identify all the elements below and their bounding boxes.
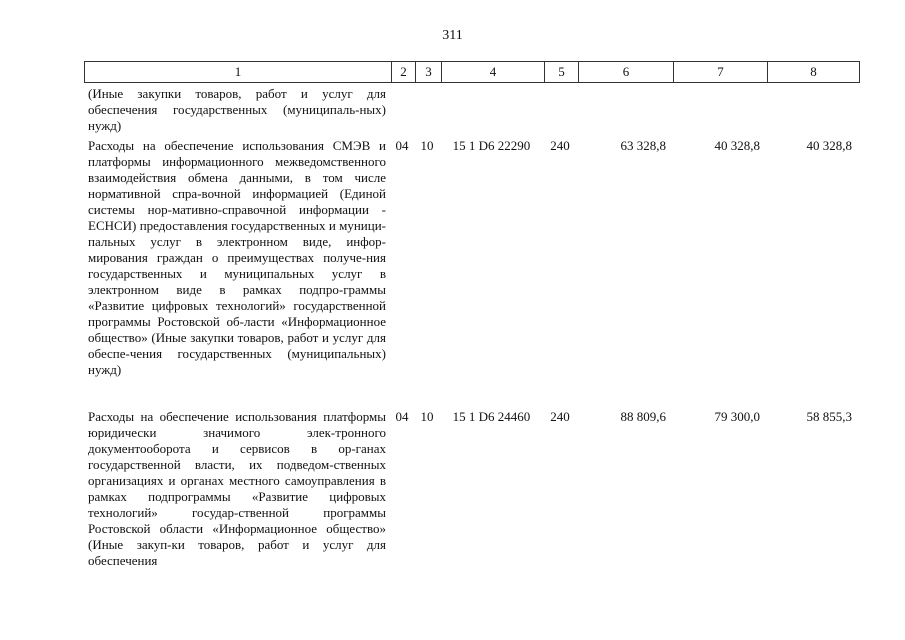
row-amount-2: 79 300,0 xyxy=(714,409,760,424)
header-col-7: 7 xyxy=(673,62,767,82)
row-amount-3: 58 855,3 xyxy=(806,409,852,424)
header-col-2: 2 xyxy=(391,62,415,82)
row-amount-1: 63 328,8 xyxy=(620,138,666,153)
row-subsection: 10 xyxy=(420,138,434,153)
row-target-article: 15 1 D6 24460 xyxy=(452,409,531,424)
header-col-3: 3 xyxy=(415,62,441,82)
row-subsection xyxy=(414,86,440,134)
row-target-article: 15 1 D6 22290 xyxy=(452,138,531,153)
row-subsection: 10 xyxy=(420,409,434,424)
row-section: 04 xyxy=(395,138,409,153)
row-amount-1 xyxy=(577,86,672,134)
row-amount-1: 88 809,6 xyxy=(620,409,666,424)
row-description: Расходы на обеспечение использования платформы юридически значимого элек-тронного документооборота и сервисов в ор-ганах государственной власти, их подведом-ственных организациях и органах местного самоуправления в рамках подпрограммы «Развитие цифровых технологий» государ-ственной программы Ростовской области «Информационное общество» (Иные закуп-ки товаров, работ и услуг для обеспечения xyxy=(88,409,386,568)
table-row xyxy=(84,138,858,378)
table-row xyxy=(84,86,858,134)
table-row xyxy=(84,409,858,569)
header-col-8: 8 xyxy=(767,62,859,82)
row-section: 04 xyxy=(395,409,409,424)
table-header xyxy=(84,61,860,83)
row-expense-type: 240 xyxy=(550,409,570,424)
header-col-6: 6 xyxy=(578,62,673,82)
header-col-4: 4 xyxy=(441,62,544,82)
row-amount-3: 40 328,8 xyxy=(806,138,852,153)
row-target-article xyxy=(440,86,543,134)
row-section xyxy=(390,86,414,134)
header-col-5: 5 xyxy=(544,62,578,82)
row-amount-2: 40 328,8 xyxy=(714,138,760,153)
page-number: 311 xyxy=(442,28,463,43)
row-expense-type: 240 xyxy=(550,138,570,153)
row-amount-3 xyxy=(766,86,858,134)
row-description: Расходы на обеспечение использования СМЭВ и платформы информационного межведомственного взаимодействия обмена данными, в том числе нормативной спра-вочной информацией (Единой системы нор-мативно-справочной информации - ЕСНСИ) предоставления государственных и муници-пальных услуг в электронном виде, инфор-мирования граждан о преимуществах получе-ния государственных и муниципальных услуг в электронном виде в рамках подпро-граммы «Развитие цифровых технологий» государственной программы Ростовской об-ласти «Информационное общество» (Иные закупки товаров, работ и услуг для обеспе-чения государственных (муниципальных) нужд) xyxy=(88,138,386,377)
header-col-1: 1 xyxy=(234,64,242,79)
row-amount-2 xyxy=(672,86,766,134)
row-expense-type xyxy=(543,86,577,134)
row-description: (Иные закупки товаров, работ и услуг для обеспечения государственных (муниципаль-ных) нужд) xyxy=(88,86,386,133)
